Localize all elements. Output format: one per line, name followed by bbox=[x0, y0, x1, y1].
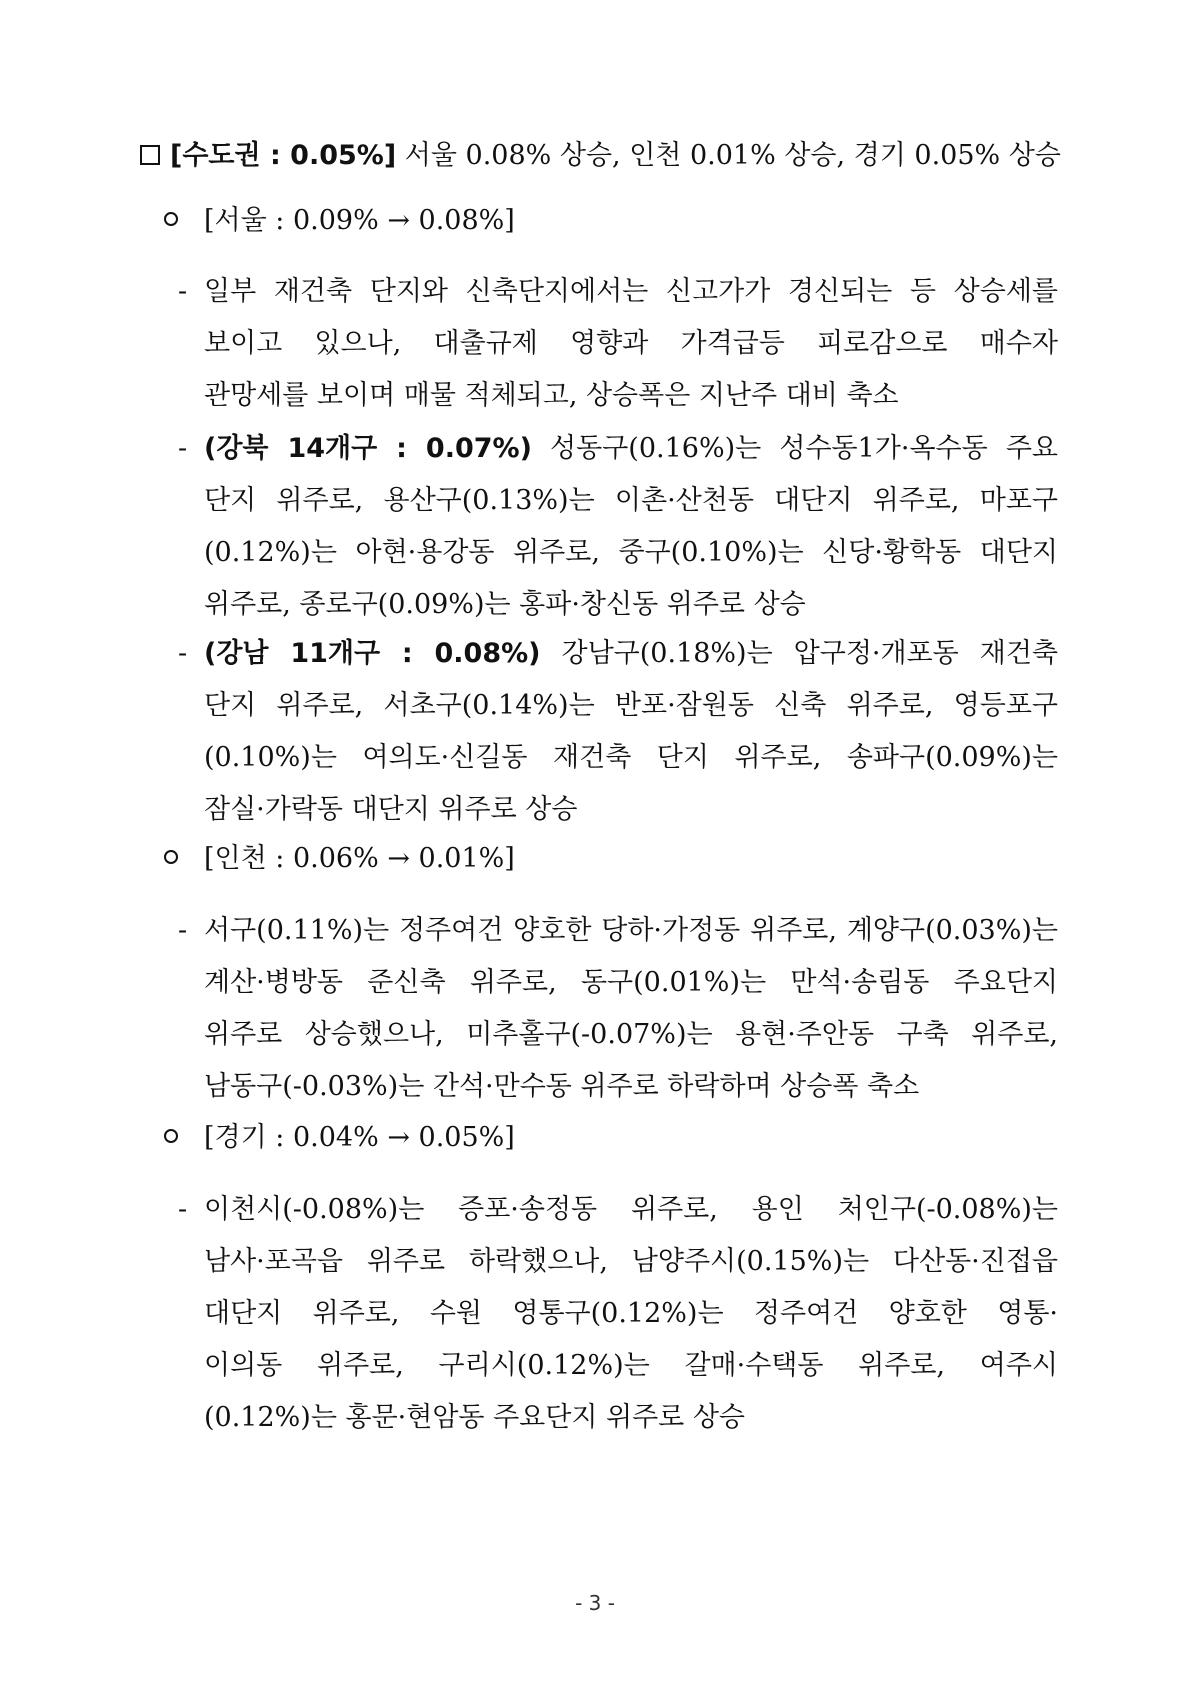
line-text: 잠실·가락동 대단지 위주로 상승 bbox=[204, 794, 578, 825]
line-text: 이천시(-0.08%)는 증포·송정동 위주로, 용인 처인구(-0.08%)는 bbox=[204, 1194, 1058, 1225]
text-line bbox=[178, 266, 1058, 318]
line-text: 위주로, 종로구(0.09%)는 홍파·창신동 위주로 상승 bbox=[204, 589, 806, 620]
dash-bullet: - bbox=[178, 915, 188, 946]
gangbuk-label: (강북 14개구 : 0.07%) bbox=[204, 433, 532, 464]
text-line bbox=[178, 784, 1058, 836]
line-text: 단지 위주로, 서초구(0.14%)는 반포·잠원동 신축 위주로, 영등포구 bbox=[204, 690, 1058, 721]
text-line bbox=[178, 318, 1058, 370]
line-text: 보이고 있으나, 대출규제 영향과 가격급등 피로감으로 매수자 bbox=[204, 328, 1058, 359]
text-line bbox=[178, 1288, 1058, 1340]
text-line bbox=[178, 905, 1058, 957]
text-line bbox=[178, 680, 1058, 732]
line-text: 단지 위주로, 용산구(0.13%)는 이촌·산천동 대단지 위주로, 마포구 bbox=[204, 485, 1058, 516]
dash-bullet: - bbox=[178, 638, 188, 669]
gangnam-label: (강남 11개구 : 0.08%) bbox=[204, 638, 541, 669]
gyeonggi-section-title bbox=[164, 1120, 515, 1156]
gyeonggi-title-text: [경기 : 0.04% → 0.05%] bbox=[204, 1122, 515, 1153]
line-text: (0.12%)는 아현·용강동 위주로, 중구(0.10%)는 신당·황학동 대단지 bbox=[204, 537, 1058, 568]
line-text: 서구(0.11%)는 정주여건 양호한 당하·가정동 위주로, 계양구(0.03%)는 bbox=[204, 915, 1058, 946]
text-line bbox=[178, 1392, 1058, 1444]
circle-bullet-icon bbox=[164, 212, 178, 226]
text-line bbox=[178, 370, 1058, 422]
line-text: 성동구(0.16%)는 성수동1가·옥수동 주요 bbox=[531, 433, 1058, 464]
text-line bbox=[178, 1184, 1058, 1236]
line-text: (0.12%)는 홍문·현암동 주요단지 위주로 상승 bbox=[204, 1402, 745, 1433]
dash-bullet: - bbox=[178, 433, 188, 464]
text-line bbox=[178, 957, 1058, 1009]
line-text: (0.10%)는 여의도·신길동 재건축 단지 위주로, 송파구(0.09%)는 bbox=[204, 742, 1058, 773]
text-line bbox=[178, 732, 1058, 784]
dash-bullet: - bbox=[178, 276, 188, 307]
circle-bullet-icon bbox=[164, 850, 178, 864]
line-text: 관망세를 보이며 매물 적체되고, 상승폭은 지난주 대비 축소 bbox=[204, 380, 899, 411]
text-line bbox=[178, 1236, 1058, 1288]
gyeonggi-paragraph-1 bbox=[178, 1184, 1058, 1444]
line-text: 계산·병방동 준신축 위주로, 동구(0.01%)는 만석·송림동 주요단지 bbox=[204, 967, 1058, 998]
incheon-paragraph-1 bbox=[178, 905, 1058, 1113]
line-text: 남동구(-0.03%)는 간석·만수동 위주로 하락하며 상승폭 축소 bbox=[204, 1071, 920, 1102]
line-text: 대단지 위주로, 수원 영통구(0.12%)는 정주여건 양호한 영통· bbox=[204, 1298, 1058, 1329]
seoul-section-title bbox=[164, 203, 515, 239]
seoul-paragraph-gangbuk bbox=[178, 423, 1058, 631]
dash-bullet: - bbox=[178, 1194, 188, 1225]
text-line bbox=[178, 475, 1058, 527]
incheon-title-text: [인천 : 0.06% → 0.01%] bbox=[204, 843, 515, 874]
seoul-title-text: [서울 : 0.09% → 0.08%] bbox=[204, 205, 515, 236]
incheon-section-title bbox=[164, 841, 515, 877]
text-line bbox=[178, 579, 1058, 631]
page-number: - 3 - bbox=[575, 1591, 615, 1615]
metro-heading bbox=[140, 138, 1060, 174]
metro-heading-text: 서울 0.08% 상승, 인천 0.01% 상승, 경기 0.05% 상승 bbox=[396, 140, 1061, 171]
metro-heading-bold: [수도권 : 0.05%] bbox=[170, 140, 397, 171]
text-line bbox=[178, 423, 1058, 475]
text-line bbox=[178, 1061, 1058, 1113]
text-line bbox=[178, 1009, 1058, 1061]
circle-bullet-icon bbox=[164, 1129, 178, 1143]
line-text: 일부 재건축 단지와 신축단지에서는 신고가가 경신되는 등 상승세를 bbox=[204, 276, 1058, 307]
line-text: 이의동 위주로, 구리시(0.12%)는 갈매·수택동 위주로, 여주시 bbox=[204, 1350, 1058, 1381]
seoul-paragraph-1 bbox=[178, 266, 1058, 422]
text-line bbox=[178, 1340, 1058, 1392]
line-text: 강남구(0.18%)는 압구정·개포동 재건축 bbox=[540, 638, 1058, 669]
checkbox-square-icon bbox=[140, 145, 160, 165]
line-text: 위주로 상승했으나, 미추홀구(-0.07%)는 용현·주안동 구축 위주로, bbox=[204, 1019, 1058, 1050]
text-line bbox=[178, 527, 1058, 579]
text-line bbox=[178, 628, 1058, 680]
line-text: 남사·포곡읍 위주로 하락했으나, 남양주시(0.15%)는 다산동·진접읍 bbox=[204, 1246, 1058, 1277]
seoul-paragraph-gangnam bbox=[178, 628, 1058, 836]
